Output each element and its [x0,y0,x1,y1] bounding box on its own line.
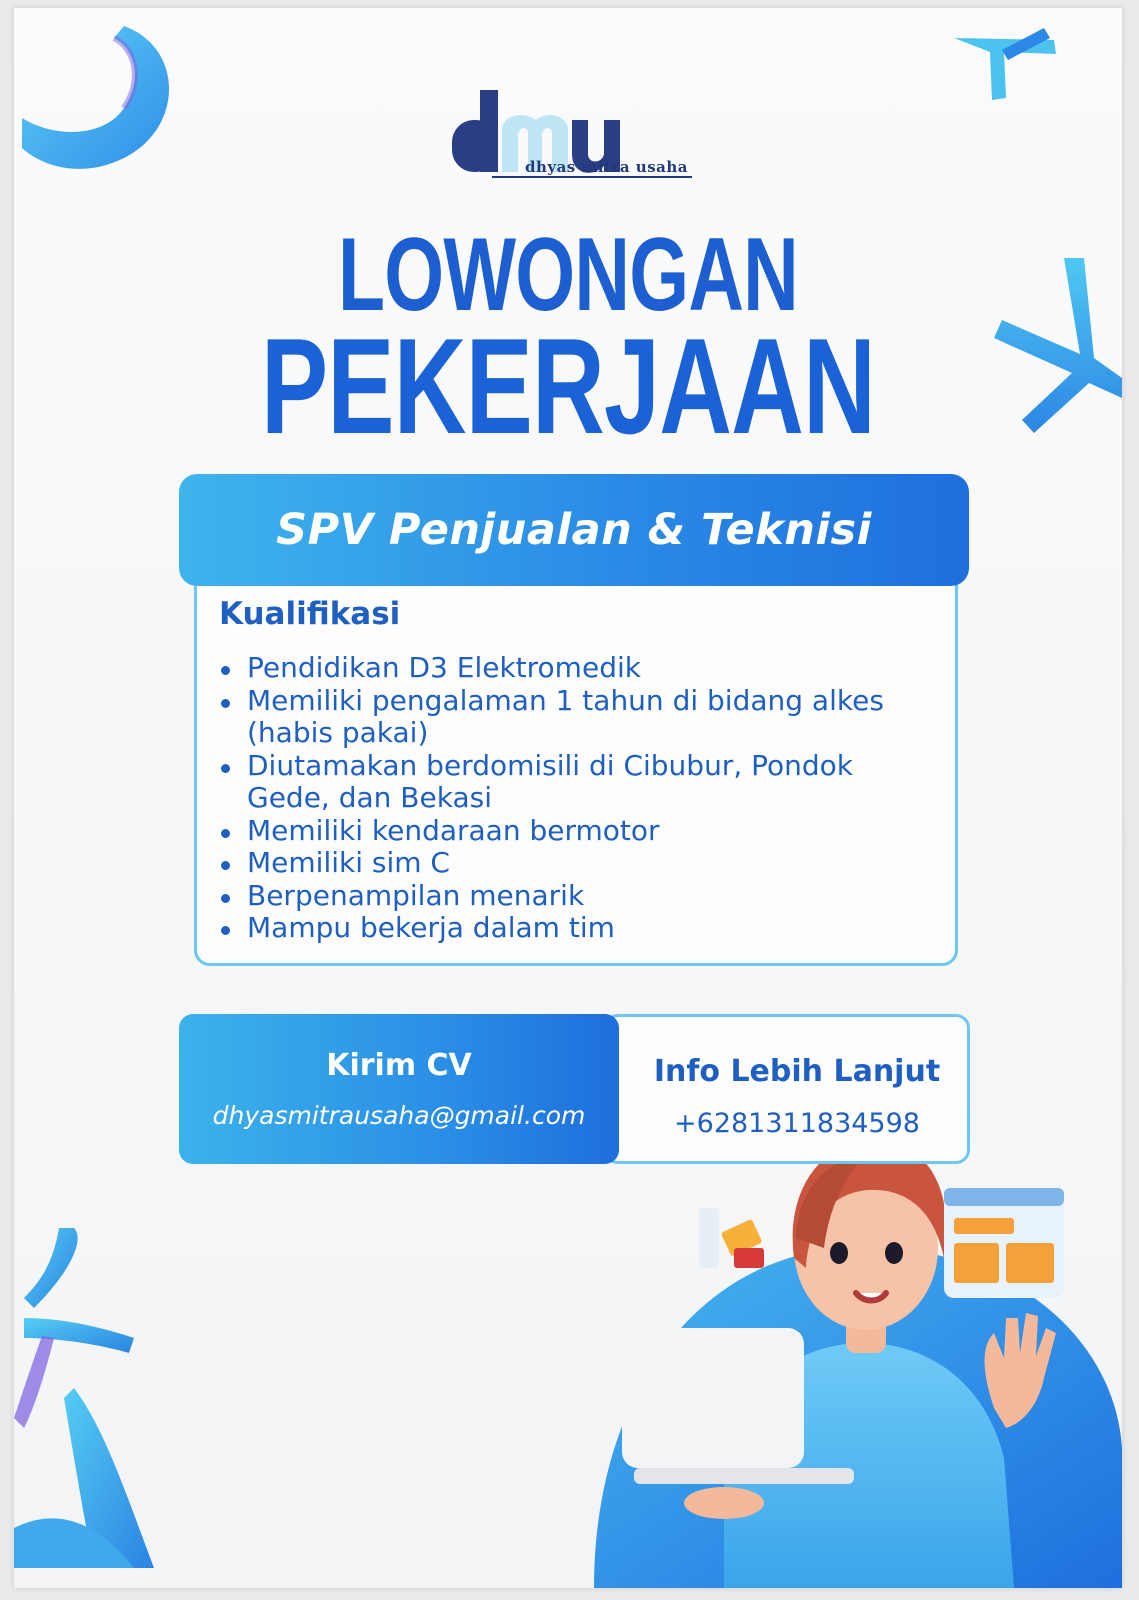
decorative-star-right [994,258,1122,438]
job-poster [14,8,1122,1588]
qualification-item: Diutamakan berdomisili di Cibubur, Pondok Gede, dan Bekasi [219,750,939,815]
headline-pekerjaan: PEKERJAAN [260,310,876,462]
qualification-item: Memiliki sim C [219,847,939,880]
more-info-label: Info Lebih Lanjut [653,1054,941,1089]
send-cv-label: Kirim CV [326,1048,472,1083]
phone-number: +6281311834598 [674,1108,920,1139]
decorative-asterisk-top-right [944,18,1074,108]
qualification-item: Memiliki pengalaman 1 tahun di bidang alkes (habis pakai) [219,685,939,750]
qualification-item: Berpenampilan menarik [219,880,939,913]
qualification-item: Memiliki kendaraan bermotor [219,815,939,848]
woman-with-laptop-illustration [574,1128,1122,1588]
info-box [604,1014,970,1164]
company-logo-mark [452,90,712,200]
email-address: dhyasmitrausaha@gmail.com [212,1101,586,1130]
qualification-item: Mampu bekerja dalam tim [219,912,939,945]
position-banner [179,474,969,586]
decorative-swirl-bottom-left [14,1228,214,1588]
send-cv-box [179,1014,619,1164]
qualification-list [219,652,939,945]
position-title: SPV Penjualan & Teknisi [276,505,872,555]
qualification-title: Kualifikasi [219,596,401,632]
company-name: dhyas mitra usaha [492,158,692,178]
qualification-item: Pendidikan D3 Elektromedik [219,652,939,685]
decorative-swirl-top-left [14,8,214,198]
headline-lowongan: LOWONGAN [337,217,799,333]
